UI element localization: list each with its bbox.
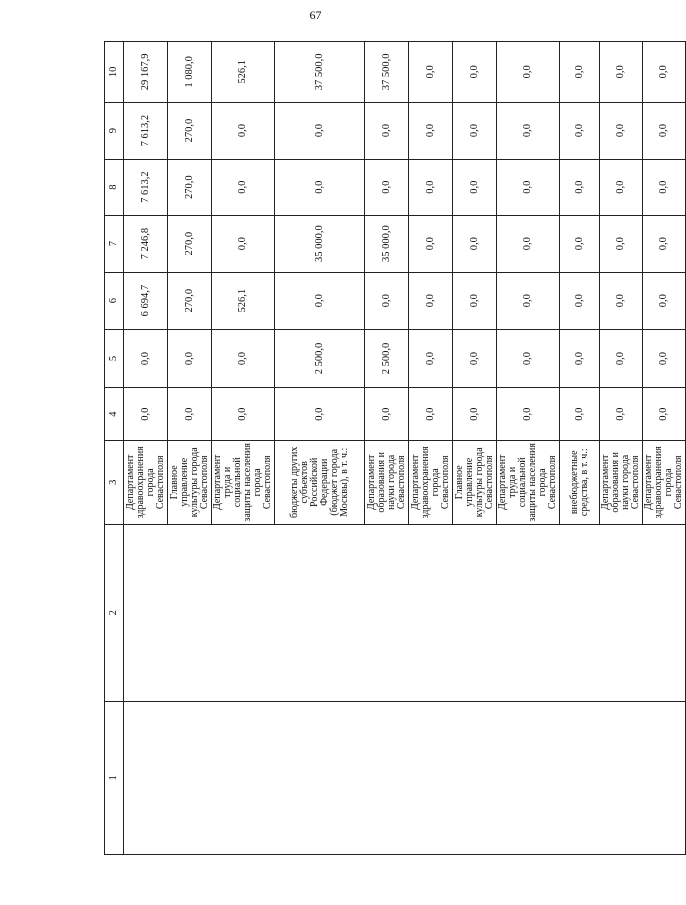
header-cell: 1 xyxy=(105,701,124,854)
row-label: Главное управление культуры города Севастополя xyxy=(453,440,497,524)
value-cell: 0,0 xyxy=(560,159,600,215)
header-cell: 5 xyxy=(105,329,124,388)
value-cell: 0,0 xyxy=(560,215,600,272)
value-cell: 0,0 xyxy=(497,329,560,388)
value-cell: 6 694,7 xyxy=(124,272,168,329)
rotated-table-container xyxy=(104,42,684,855)
value-cell: 37 500,0 xyxy=(365,42,409,103)
value-cell: 0,0 xyxy=(600,159,643,215)
value-cell: 0,0 xyxy=(453,102,497,159)
value-cell: 0,0 xyxy=(365,272,409,329)
value-cell: 0,0 xyxy=(275,159,365,215)
row-label: Департамент образования и науки города Севастополя xyxy=(600,440,643,524)
value-cell: 270,0 xyxy=(168,159,212,215)
value-cell: 0,0 xyxy=(168,388,212,441)
value-cell: 0,0 xyxy=(409,388,453,441)
value-cell: 0,0 xyxy=(124,388,168,441)
value-cell: 0,0 xyxy=(365,102,409,159)
value-cell: 0,0 xyxy=(600,215,643,272)
row-label: Департамент здравоохранения города Севастополя xyxy=(124,440,168,524)
header-cell: 8 xyxy=(105,159,124,215)
value-cell: 0,0 xyxy=(560,272,600,329)
value-cell: 0,0 xyxy=(497,159,560,215)
value-cell: 0,0 xyxy=(409,102,453,159)
value-cell: 0,0 xyxy=(497,42,560,103)
empty-cell-col-1 xyxy=(124,701,686,854)
table-body xyxy=(105,42,686,855)
value-cell: 0,0 xyxy=(453,42,497,103)
value-cell: 29 167,9 xyxy=(124,42,168,103)
value-cell: 0,0 xyxy=(275,388,365,441)
value-cell: 0,0 xyxy=(497,272,560,329)
value-cell: 0,0 xyxy=(600,42,643,103)
header-cell: 2 xyxy=(105,524,124,701)
value-cell: 0,0 xyxy=(453,215,497,272)
header-cell: 6 xyxy=(105,272,124,329)
value-cell: 0,0 xyxy=(643,159,686,215)
value-cell: 270,0 xyxy=(168,102,212,159)
value-cell: 0,0 xyxy=(365,388,409,441)
row-label: Департамент здравоохранения города Севастополя xyxy=(643,440,686,524)
value-cell: 0,0 xyxy=(497,388,560,441)
empty-cell-col-2 xyxy=(124,524,686,701)
value-cell: 0,0 xyxy=(453,272,497,329)
budget-table xyxy=(104,41,686,855)
value-cell: 0,0 xyxy=(643,388,686,441)
header-cell: 9 xyxy=(105,102,124,159)
value-cell: 1 080,0 xyxy=(168,42,212,103)
value-cell: 0,0 xyxy=(453,388,497,441)
value-cell: 0,0 xyxy=(560,388,600,441)
value-cell: 0,0 xyxy=(212,329,275,388)
header-cell: 3 xyxy=(105,440,124,524)
value-cell: 2 500,0 xyxy=(365,329,409,388)
value-cell: 0,0 xyxy=(365,159,409,215)
value-cell: 0,0 xyxy=(497,215,560,272)
value-cell: 0,0 xyxy=(409,159,453,215)
value-cell: 0,0 xyxy=(275,272,365,329)
row-label: внебюджетные средства, в т. ч.: xyxy=(560,440,600,524)
value-cell: 0,0 xyxy=(212,102,275,159)
value-cell: 0,0 xyxy=(409,329,453,388)
value-cell: 7 613,2 xyxy=(124,159,168,215)
value-cell: 526,1 xyxy=(212,42,275,103)
value-cell: 270,0 xyxy=(168,272,212,329)
table-row xyxy=(124,42,168,855)
value-cell: 0,0 xyxy=(600,102,643,159)
value-cell: 0,0 xyxy=(643,102,686,159)
value-cell: 0,0 xyxy=(497,102,560,159)
row-label: Департамент труда и социальной защиты населения города Севастополя xyxy=(497,440,560,524)
value-cell: 0,0 xyxy=(168,329,212,388)
value-cell: 0,0 xyxy=(212,159,275,215)
value-cell: 0,0 xyxy=(560,329,600,388)
value-cell: 0,0 xyxy=(409,215,453,272)
row-label: Департамент образования и науки города Севастополя xyxy=(365,440,409,524)
value-cell: 270,0 xyxy=(168,215,212,272)
value-cell: 35 000,0 xyxy=(365,215,409,272)
value-cell: 0,0 xyxy=(275,102,365,159)
value-cell: 0,0 xyxy=(600,329,643,388)
value-cell: 0,0 xyxy=(409,42,453,103)
header-row xyxy=(105,42,124,855)
value-cell: 0,0 xyxy=(212,388,275,441)
header-cell: 7 xyxy=(105,215,124,272)
value-cell: 0,0 xyxy=(453,159,497,215)
row-label: Главное управление культуры города Севастополя xyxy=(168,440,212,524)
value-cell: 0,0 xyxy=(643,329,686,388)
row-label: Департамент труда и социальной защиты населения города Севастополя xyxy=(212,440,275,524)
value-cell: 0,0 xyxy=(560,42,600,103)
value-cell: 0,0 xyxy=(600,388,643,441)
header-cell: 4 xyxy=(105,388,124,441)
value-cell: 2 500,0 xyxy=(275,329,365,388)
value-cell: 526,1 xyxy=(212,272,275,329)
row-label: бюджеты других субъектов Российской Федерации (бюджет города Москвы), в т. ч.: xyxy=(275,440,365,524)
page-number: 67 xyxy=(309,8,322,22)
value-cell: 0,0 xyxy=(643,272,686,329)
value-cell: 0,0 xyxy=(409,272,453,329)
value-cell: 0,0 xyxy=(643,215,686,272)
value-cell: 0,0 xyxy=(560,102,600,159)
value-cell: 37 500,0 xyxy=(275,42,365,103)
value-cell: 0,0 xyxy=(124,329,168,388)
row-label: Департамент здравоохранения города Севастополя xyxy=(409,440,453,524)
value-cell: 0,0 xyxy=(212,215,275,272)
value-cell: 7 246,8 xyxy=(124,215,168,272)
value-cell: 7 613,2 xyxy=(124,102,168,159)
header-cell: 10 xyxy=(105,42,124,103)
value-cell: 0,0 xyxy=(643,42,686,103)
value-cell: 0,0 xyxy=(453,329,497,388)
value-cell: 35 000,0 xyxy=(275,215,365,272)
value-cell: 0,0 xyxy=(600,272,643,329)
